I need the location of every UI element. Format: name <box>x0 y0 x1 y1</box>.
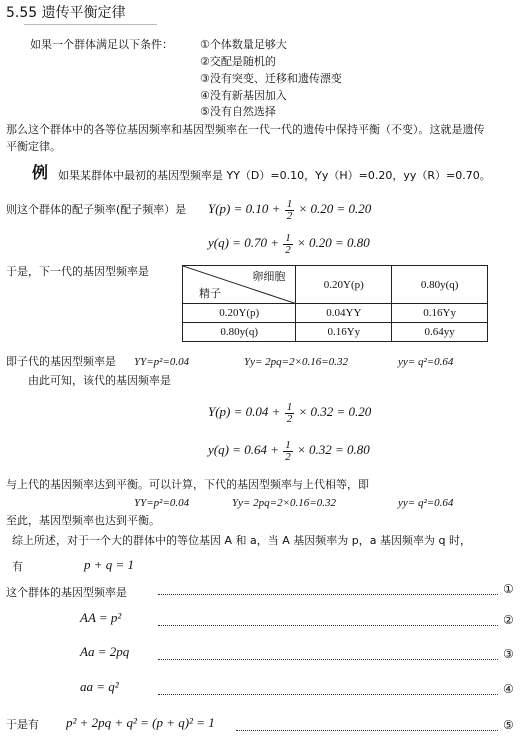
fraction-half <box>283 233 293 256</box>
balance-reached: 至此，基因型频率也达到平衡。 <box>6 514 160 527</box>
next-gen-intro: 于是，下一代的基因型频率是 <box>6 265 149 278</box>
condition-2: ②交配是随机的 <box>200 55 276 68</box>
punnett-cell: 0.04YY <box>296 304 392 323</box>
eq-yp2-rhs: × 0.32 = 0.20 <box>298 404 372 419</box>
equation-yq <box>208 231 370 256</box>
equation-number-5: ⑤ <box>503 718 514 732</box>
section-title: 遗传平衡定律 <box>41 5 126 21</box>
fraction-half <box>283 440 293 463</box>
equation-number-2: ② <box>503 613 514 627</box>
equation-yp <box>208 197 371 222</box>
section-heading <box>6 6 126 20</box>
punnett-cell: 0.16Yy <box>392 304 488 323</box>
section-number: 5.55 <box>6 5 38 21</box>
egg-cell-label: 卵细胞 <box>252 270 286 283</box>
leader-dots-1 <box>158 594 498 595</box>
fraction-numerator: 1 <box>285 231 291 244</box>
leader-dots-4 <box>158 694 498 695</box>
derive-text: 由此可知，该代的基因频率是 <box>28 374 171 387</box>
punnett-table <box>182 265 488 342</box>
fraction-half <box>285 402 295 425</box>
punnett-row-2 <box>183 323 488 342</box>
eq-yq-rhs: × 0.20 = 0.80 <box>296 235 370 250</box>
example-label: 例 <box>32 163 49 182</box>
punnett-row-1 <box>183 304 488 323</box>
conclusion-line-2: 平衡定律。 <box>6 140 61 153</box>
eq-yq2-lhs: y(q) = 0.64 + <box>208 442 279 457</box>
offspring-label: 即子代的基因型频率是 <box>6 355 116 368</box>
genotype-intro: 这个群体的基因型频率是 <box>6 586 127 599</box>
offspring-yy: yy= q²=0.64 <box>398 356 454 368</box>
summary-sentence: 综上所述，对于一个大的群体中的等位基因 A 和 a，当 A 基因频率为 p，a 基因频率为 q 时， <box>12 534 471 547</box>
equation-Aa: Aa = 2pq <box>80 644 130 659</box>
conclusion-line-1: 那么这个群体中的各等位基因频率和基因型频率在一代一代的遗传中保持平衡（不变）。这就是遗传 <box>6 123 485 136</box>
equation-final: p² + 2pq + q² = (p + q)² = 1 <box>66 715 215 730</box>
punnett-row-header: 0.20Y(p) <box>183 304 296 323</box>
fraction-denominator: 2 <box>286 209 293 222</box>
balance-YY: YY=p²=0.04 <box>134 497 190 509</box>
fraction-numerator: 1 <box>286 400 293 413</box>
have-label: 有 <box>12 560 23 573</box>
offspring-Yy: Yy= 2pq=2×0.16=0.32 <box>244 356 348 368</box>
gamete-intro: 则这个群体的配子频率(配子频率）是 <box>6 203 187 216</box>
equation-aa: aa = q² <box>80 679 119 694</box>
condition-1: ①个体数量足够大 <box>200 38 287 51</box>
offspring-YY: YY=p²=0.04 <box>134 356 190 368</box>
eq-yq-lhs: y(q) = 0.70 + <box>208 235 279 250</box>
punnett-col-header-1: 0.20Y(p) <box>296 266 392 304</box>
equation-yp-2 <box>208 400 371 425</box>
leader-dots-5 <box>236 730 498 731</box>
fraction-denominator: 2 <box>285 243 291 256</box>
eq-yp-rhs: × 0.20 = 0.20 <box>298 201 372 216</box>
eq-yq2-rhs: × 0.32 = 0.80 <box>296 442 370 457</box>
punnett-cell: 0.16Yy <box>296 323 392 342</box>
leader-dots-3 <box>158 659 498 660</box>
sperm-label: 精子 <box>199 287 221 300</box>
fraction-denominator: 2 <box>286 412 293 425</box>
punnett-header-corner <box>183 266 296 304</box>
fraction-numerator: 1 <box>286 197 293 210</box>
punnett-cell: 0.64yy <box>392 323 488 342</box>
eq-yp-lhs: Y(p) = 0.10 + <box>208 201 281 216</box>
equation-AA: AA = p² <box>80 610 122 625</box>
balance-yy: yy= q²=0.64 <box>398 497 454 509</box>
balance-sentence: 与上代的基因频率达到平衡。可以计算，下代的基因型频率与上代相等，即 <box>6 478 369 491</box>
fraction-numerator: 1 <box>285 438 291 451</box>
balance-Yy: Yy= 2pq=2×0.16=0.32 <box>232 497 336 509</box>
punnett-row-header: 0.80y(q) <box>183 323 296 342</box>
equation-number-3: ③ <box>503 647 514 661</box>
leader-dots-2 <box>158 625 498 626</box>
fraction-denominator: 2 <box>285 450 291 463</box>
equation-number-1: ① <box>503 582 514 596</box>
example-statement: 如果某群体中最初的基因型频率是 YY（D）=0.10，Yy（H）=0.20，yy（R）=0.70。 <box>58 169 491 182</box>
condition-4: ④没有新基因加入 <box>200 89 287 102</box>
title-underline <box>24 24 157 25</box>
eq-yp2-lhs: Y(p) = 0.04 + <box>208 404 281 419</box>
therefore-label: 于是有 <box>6 718 39 731</box>
fraction-half <box>285 199 295 222</box>
punnett-col-header-2: 0.80y(q) <box>392 266 488 304</box>
equation-yq-2 <box>208 438 370 463</box>
equation-number-4: ④ <box>503 682 514 696</box>
equation-p-plus-q: p + q = 1 <box>84 557 135 572</box>
condition-5: ⑤没有自然选择 <box>200 105 276 118</box>
intro-text: 如果一个群体满足以下条件： <box>30 38 173 51</box>
condition-3: ③没有突变、迁移和遗传漂变 <box>200 72 342 85</box>
